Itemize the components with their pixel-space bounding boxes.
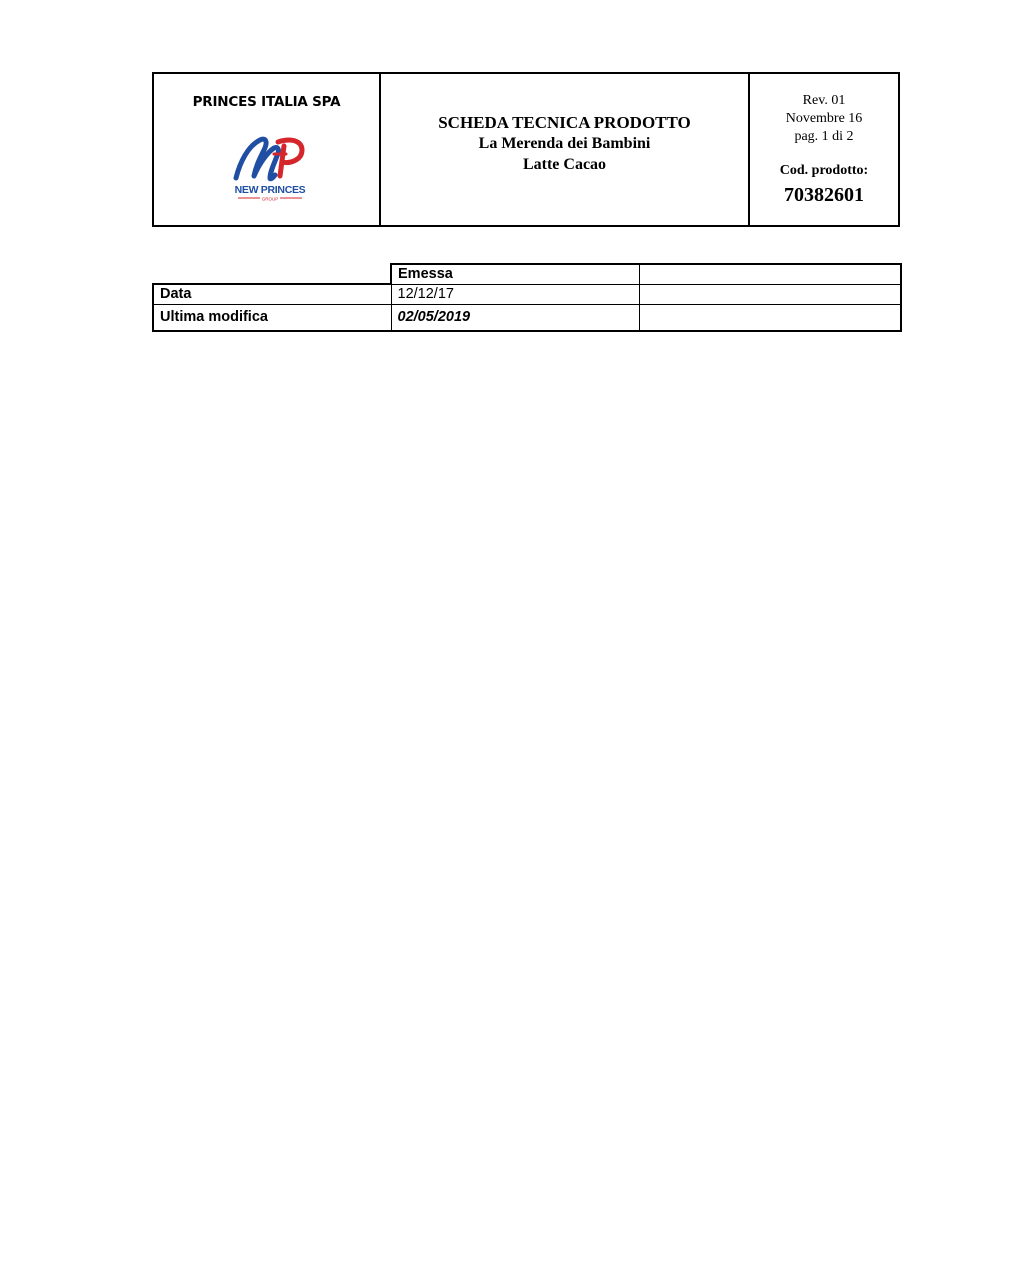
table-row xyxy=(153,284,901,304)
page-info: pag. 1 di 2 xyxy=(794,129,854,144)
row-label-data: Data xyxy=(153,284,391,304)
revision-number: Rev. 01 xyxy=(802,93,846,108)
product-name: Latte Cacao xyxy=(522,156,607,173)
product-line: La Merenda dei Bambini xyxy=(478,135,651,152)
revision-cell xyxy=(750,74,898,225)
company-name: PRINCES ITALIA SPA xyxy=(192,94,341,110)
row-label-ultima-modifica: Ultima modifica xyxy=(153,304,391,331)
revision-date: Novembre 16 xyxy=(785,111,863,126)
row-value-ultima-modifica: 02/05/2019 xyxy=(391,304,639,331)
new-princes-logo xyxy=(230,132,310,204)
revision-table xyxy=(152,263,902,332)
table-cell-empty xyxy=(153,264,391,284)
document-title: SCHEDA TECNICA PRODOTTO xyxy=(438,113,691,132)
product-code-label: Cod. prodotto: xyxy=(779,163,869,178)
logo-wordmark: NEW PRINCES xyxy=(234,184,306,196)
logo-subtext: GROUP xyxy=(261,196,279,202)
table-row xyxy=(153,304,901,331)
row-extra-data xyxy=(639,284,901,304)
column-header-emessa: Emessa xyxy=(391,264,639,284)
company-cell xyxy=(154,74,381,225)
product-code-value: 70382601 xyxy=(784,184,864,206)
row-value-data: 12/12/17 xyxy=(391,284,639,304)
table-cell-empty xyxy=(639,264,901,284)
document-header xyxy=(152,72,900,227)
title-cell xyxy=(381,74,750,225)
row-extra-ultima-modifica xyxy=(639,304,901,331)
table-header-row xyxy=(153,264,901,284)
